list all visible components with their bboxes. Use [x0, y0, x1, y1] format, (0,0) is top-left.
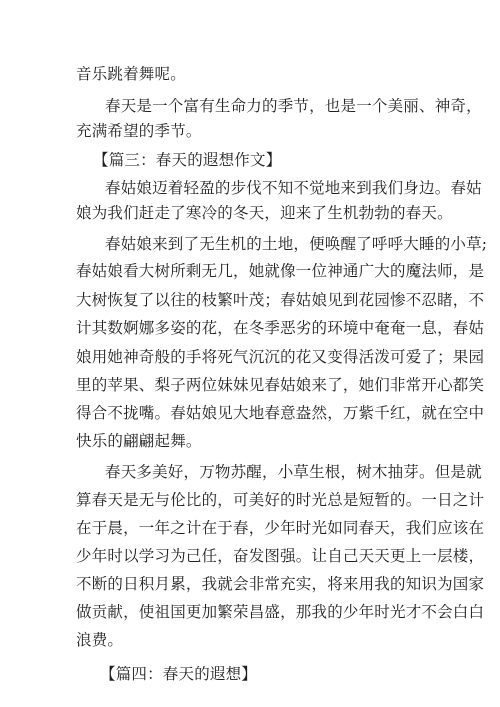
paragraph-line: 计其数婀娜多姿的花，在冬季恶劣的环境中奄奄一息，春姑 [76, 319, 485, 337]
paragraph-line: 不断的日积月累，我就会非常充实，将来用我的知识为国家 [76, 575, 485, 593]
paragraph-line: 春姑娘迈着轻盈的步伐不知不觉地来到我们身边。春姑 [105, 179, 482, 197]
paragraph-line: 浪费。 [76, 631, 124, 649]
paragraph-line: 快乐的翩翩起舞。 [76, 432, 202, 450]
paragraph-line: 做贡献，使祖国更加繁荣昌盛，那我的少年时光才不会白白 [76, 603, 485, 621]
paragraph-line: 里的苹果、梨子两位妹妹见春姑娘来了，她们非常开心都笑 [76, 376, 485, 394]
paragraph-line: 娘用她神奇般的手将死气沉沉的花又变得活泼可爱了；果园 [76, 348, 485, 366]
paragraph-line: 春天多美好，万物苏醒，小草生根，树木抽芽。但是就 [105, 463, 482, 481]
paragraph-line: 娘为我们赶走了寒冷的冬天，迎来了生机勃勃的春天。 [76, 204, 453, 222]
section-heading: 【篇四：春天的遐想】 [100, 665, 258, 683]
paragraph-line: 在于晨，一年之计在于春，少年时光如同春天，我们应该在 [76, 519, 485, 537]
paragraph-line: 算春天是无与伦比的，可美好的时光总是短暂的。一日之计 [76, 491, 485, 509]
paragraph-line: 春天是一个富有生命力的季节，也是一个美丽、神奇， [105, 97, 482, 115]
paragraph-line: 充满希望的季节。 [76, 122, 202, 140]
paragraph-line: 春姑娘看大树所剩无几，她就像一位神通广大的魔法师，是 [76, 262, 485, 280]
paragraph-line: 音乐跳着舞呢。 [76, 65, 186, 83]
paragraph-line: 得合不拢嘴。春姑娘见大地春意盎然，万紫千红，就在空中 [76, 404, 485, 422]
paragraph-line: 大树恢复了以往的枝繁叶茂；春姑娘见到花园惨不忍睹，不 [76, 291, 485, 309]
paragraph-line: 少年时以学习为己任，奋发图强。让自己天天更上一层楼， [76, 547, 485, 565]
section-heading: 【篇三：春天的遐想作文】 [93, 151, 282, 169]
paragraph-line: 春姑娘来到了无生机的土地，便唤醒了呼呼大睡的小草; [105, 235, 488, 253]
